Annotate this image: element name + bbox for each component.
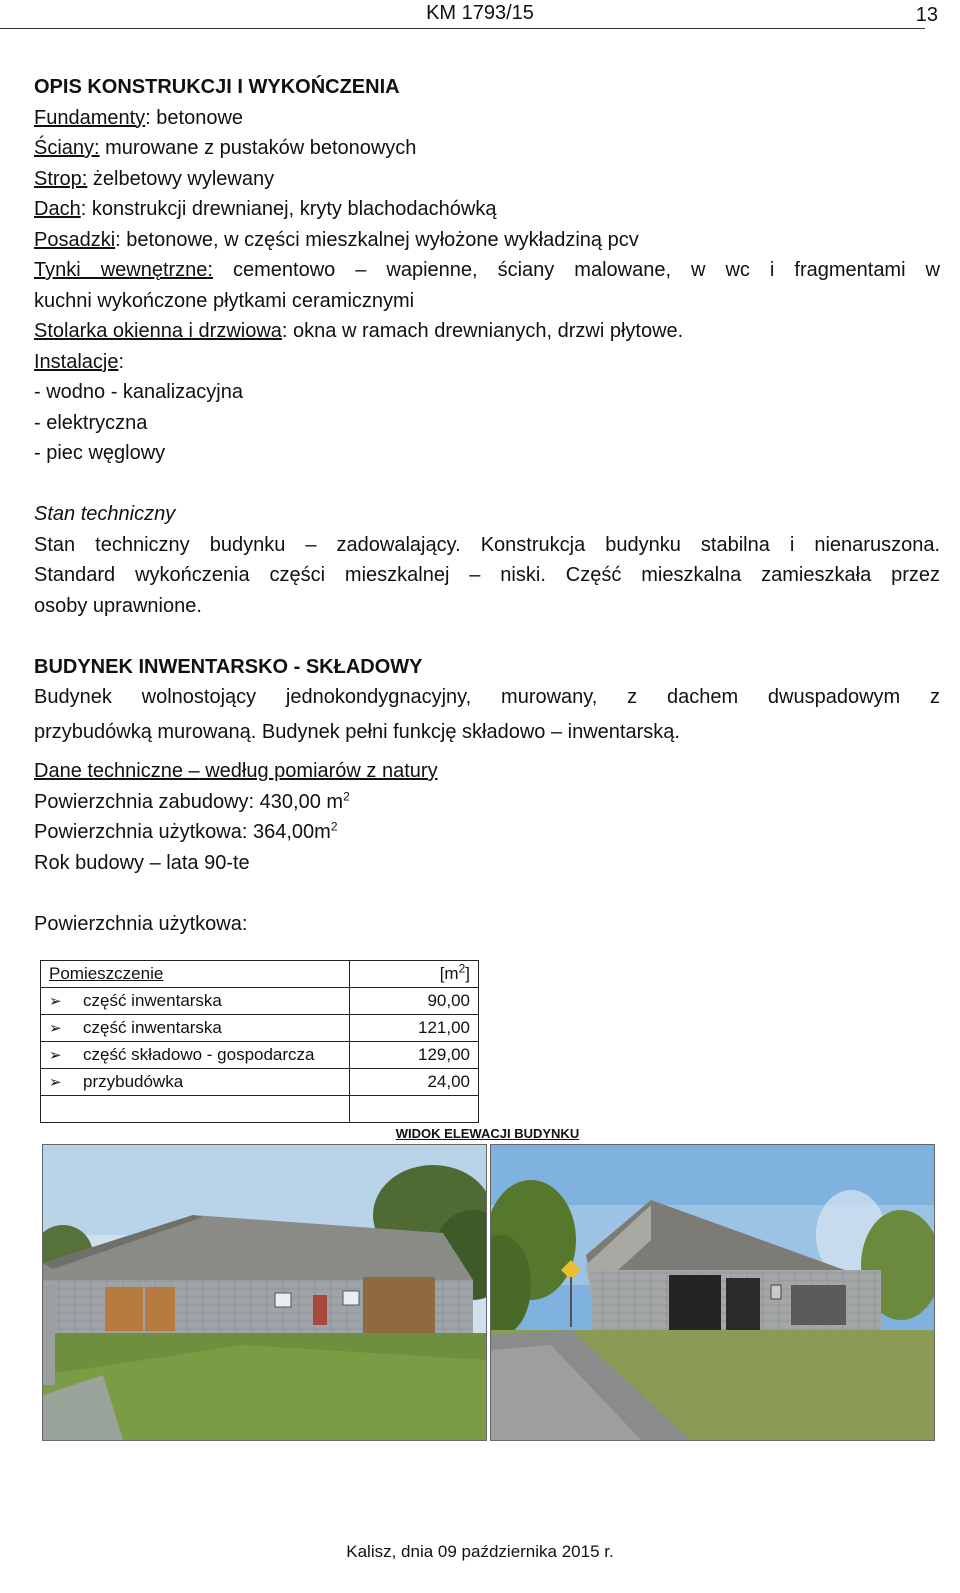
spacer <box>34 878 940 909</box>
condition-heading: Stan techniczny <box>34 503 176 525</box>
arrow-bullet-icon: ➢ <box>49 1020 62 1037</box>
condition-text: Standard wykończenia części mieszkalnej – niski. Część mieszkalna zamieszkała przez <box>34 564 940 586</box>
room-cell <box>41 988 350 1015</box>
room-name: część składowo - gospodarcza <box>83 1045 315 1064</box>
spec-label: Tynki wewnętrzne: <box>34 259 213 281</box>
building-text: przybudówką murowaną. Budynek pełni funkcję składowo – inwentarską. <box>34 720 680 743</box>
table-row <box>41 1069 479 1096</box>
usable-area-heading: Powierzchnia użytkowa: <box>34 912 248 935</box>
superscript: 2 <box>330 819 338 834</box>
footer-place-date: Kalisz, dnia 09 października 2015 r. <box>346 1542 614 1561</box>
spec-row-roof <box>34 194 940 225</box>
building-text: Budynek wolnostojący jednokondygnacyjny, murowany, z dachem dwuspadowym z <box>34 686 940 708</box>
spec-value: : konstrukcji drewnianej, kryty blachodachówką <box>80 198 497 220</box>
spec-label: Stolarka okienna i drzwiowa <box>34 320 282 342</box>
empty-cell <box>41 1096 350 1123</box>
spec-row-installations <box>34 347 940 378</box>
tech-label: Dane techniczne – <box>34 760 200 782</box>
photo-caption: WIDOK ELEWACJI BUDYNKU <box>395 1126 580 1141</box>
superscript: 2 <box>458 961 466 976</box>
arrow-bullet-icon: ➢ <box>49 1074 62 1091</box>
spec-row-floors <box>34 225 940 256</box>
build-year: Rok budowy – lata 90-te <box>34 851 250 874</box>
table-row <box>41 1015 479 1042</box>
unit-close: ] <box>465 964 470 983</box>
building-photo-left <box>42 1144 487 1441</box>
room-name: część inwentarska <box>83 991 222 1010</box>
installation-item: - piec węglowy <box>34 442 166 464</box>
col-unit-header <box>350 961 479 988</box>
spec-label: Strop: <box>34 167 88 190</box>
area-cell: 121,00 <box>350 1015 479 1042</box>
col-room-label: Pomieszczenie <box>49 964 164 983</box>
spec-value: : betonowe, w części mieszkalnej wyłożone wykładziną pcv <box>115 228 639 251</box>
building-photo-right <box>490 1144 935 1441</box>
spec-row-joinery <box>34 316 940 347</box>
area-cell: 129,00 <box>350 1042 479 1069</box>
document-id: KM 1793/15 <box>426 2 534 24</box>
condition-text: Stan techniczny budynku – zadowalający. Konstrukcja budynku stabilna i nienaruszona. <box>34 533 940 556</box>
unit-open: [m <box>439 964 459 983</box>
table-row <box>41 988 479 1015</box>
spec-row-ceiling <box>34 164 940 195</box>
colon: : <box>118 350 125 373</box>
condition-text: osoby uprawnione. <box>34 594 202 617</box>
usable-area-table <box>40 960 479 1123</box>
built-area <box>34 787 940 818</box>
spec-value: murowane z pustaków betonowych <box>99 137 417 159</box>
room-name: część inwentarska <box>83 1018 222 1037</box>
spacer <box>34 469 940 500</box>
usable-area-text: Powierzchnia użytkowa: 364,00m <box>34 821 331 843</box>
installation-item: - elektryczna <box>34 411 148 434</box>
spec-row-walls <box>34 133 940 164</box>
room-cell <box>41 1042 350 1069</box>
spec-label: Ściany: <box>34 137 100 159</box>
building-title: BUDYNEK INWENTARSKO - SKŁADOWY <box>34 655 423 678</box>
arrow-bullet-icon: ➢ <box>49 1047 62 1064</box>
area-cell: 90,00 <box>350 988 479 1015</box>
spec-label: Fundamenty <box>34 106 146 129</box>
area-cell: 24,00 <box>350 1069 479 1096</box>
spec-value: : betonowe <box>145 106 244 129</box>
header-divider <box>0 28 925 29</box>
spec-value: żelbetowy wylewany <box>87 167 275 190</box>
spec-value: : okna w ramach drewnianych, drzwi płytowe. <box>281 320 684 342</box>
spec-row-plaster-cont: kuchni wykończone płytkami ceramicznymi <box>34 289 415 312</box>
spec-label: Posadzki <box>34 228 116 251</box>
table-empty-row <box>41 1096 479 1123</box>
empty-cell <box>350 1096 479 1123</box>
room-cell <box>41 1015 350 1042</box>
tech-label-rest: według pomiarów z natury <box>199 760 438 782</box>
tech-data-heading <box>34 756 940 787</box>
table-row <box>41 1042 479 1069</box>
page-content <box>34 72 940 939</box>
spec-label: Dach <box>34 198 81 220</box>
col-room-header <box>41 961 350 988</box>
spec-row-foundations <box>34 103 940 134</box>
superscript: 2 <box>343 788 350 803</box>
page-number: 13 <box>915 4 938 26</box>
arrow-bullet-icon: ➢ <box>49 993 62 1010</box>
room-name: przybudówka <box>83 1072 184 1091</box>
installation-item: - wodno - kanalizacyjna <box>34 381 243 403</box>
spec-row-plaster <box>34 255 940 286</box>
table-header-row <box>41 961 479 988</box>
built-area-text: Powierzchnia zabudowy: 430,00 m <box>34 790 344 813</box>
room-cell <box>41 1069 350 1096</box>
construction-title: OPIS KONSTRUKCJI I WYKOŃCZENIA <box>34 76 400 98</box>
spec-value: cementowo – wapienne, ściany malowane, w wc i fragmentami w <box>212 259 940 281</box>
spacer <box>34 621 940 652</box>
usable-area <box>34 817 940 848</box>
spec-label: Instalacje <box>34 350 119 373</box>
